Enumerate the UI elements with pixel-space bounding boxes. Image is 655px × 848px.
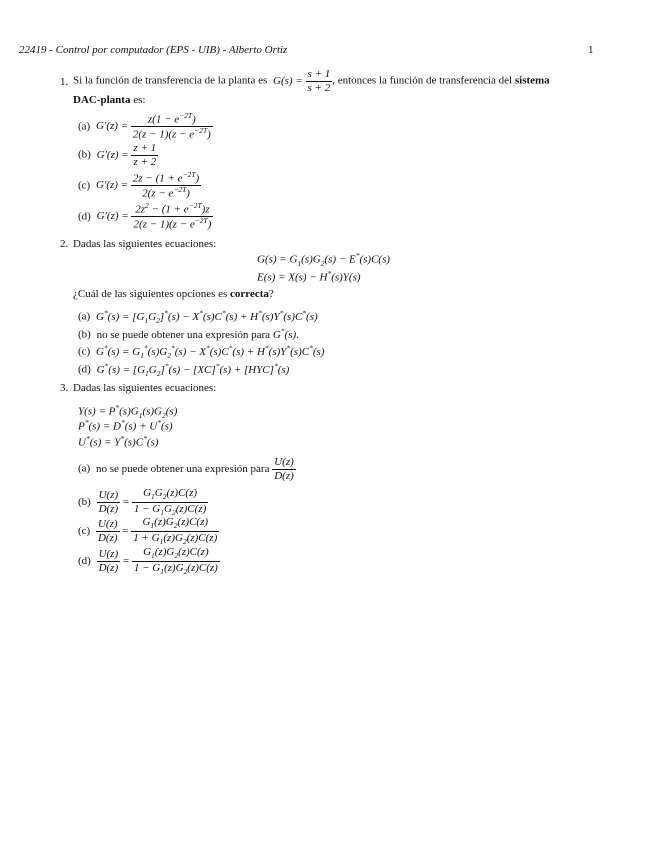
q3-option-b: (b) $\frac{U(z)}{D(z)}$ = $\frac{G_1G_2(z)C(z)}{1 - G_1G_2(z)C(z)}$: [78, 487, 207, 517]
option-lhs-numerator: U(z): [98, 548, 119, 561]
q1-gs-fraction: [306, 68, 333, 94]
option-text: no se puede obtener una expresión para G*(s).: [96, 326, 299, 341]
option-numerator: $G_1G_2(z)C(z)$: [132, 487, 208, 503]
option-numerator: $G_1(z)G_2(z)C(z)$: [131, 516, 219, 532]
option-fraction: [131, 142, 158, 168]
q1-gs-denominator: s + 2: [307, 81, 331, 94]
option-lhs-denominator: D(z): [97, 531, 118, 544]
q2-option-c: [78, 343, 324, 360]
option-label: (c): [78, 524, 91, 537]
option-text: $G^*(s) = [G_1G_2]^*(s) - [XC]^*(s) + [HYC]^*(s)$: [96, 361, 290, 378]
option-numerator: z + 1: [133, 142, 157, 154]
option-label: (a): [78, 462, 91, 475]
q2-question-bold: correcta: [230, 288, 269, 300]
option-lhs-denominator: D(z): [98, 561, 119, 574]
q1-text-before: Si la función de transferencia de la planta es: [73, 74, 268, 87]
option-text: $G^*(s) = G_1^*(s)G_2^*(s) - X^*(s)C^*(s) + H^*(s)Y^*(s)C^*(s)$: [95, 343, 325, 360]
option-lhs: G′(z) =: [96, 148, 129, 161]
option-numerator: U(z): [274, 456, 294, 468]
q1-bold-word-2: DAC-planta: [73, 94, 131, 106]
option-label: (d): [78, 554, 91, 567]
q1-option-c: [78, 171, 201, 201]
option-lhs-fraction: [96, 518, 120, 544]
option-label: (a): [78, 120, 91, 133]
option-denominator: z + 2: [133, 155, 157, 168]
q3-intro: Dadas las siguientes ecuaciones:: [73, 382, 217, 394]
option-fraction: [131, 202, 213, 232]
option-label: (b): [78, 328, 91, 341]
page-number: 1: [588, 44, 594, 56]
option-lhs: G′(z) =: [95, 120, 129, 133]
option-label: (a): [78, 310, 91, 323]
option-label: (b): [78, 495, 91, 508]
option-lhs-fraction: [97, 548, 121, 574]
q2-equation-2: E(s) = X(s) − H*(s)Y(s): [257, 269, 361, 284]
q3-equation-1: $Y(s) = P^*(s)G_1(s)G_2(s)$: [78, 403, 178, 420]
option-denominator: $1 - G_1(z)G_2(z)C(z)$: [133, 561, 218, 576]
option-label: (b): [78, 148, 91, 161]
option-lhs-fraction: [97, 489, 121, 515]
option-lhs-numerator: U(z): [97, 518, 118, 531]
option-fraction: [272, 456, 296, 482]
q2-number: 2.: [60, 238, 69, 250]
option-fraction: [131, 516, 219, 547]
option-lhs-denominator: D(z): [98, 502, 119, 515]
option-fraction: [131, 112, 213, 142]
q1-text-after: , entonces la función de transferencia del: [332, 74, 513, 87]
option-denominator: $2(z - 1)(z - e^{-2T})$: [133, 216, 212, 231]
q3-option-c: (c) $\frac{U(z)}{D(z)}$ = $\frac{G_1(z)G_2(z)C(z)}{1 + G_1(z)G_2(z)C(z)}$: [78, 516, 218, 546]
option-label: (d): [78, 210, 91, 223]
option-numerator: $G_1(z)G_2(z)C(z)$: [132, 546, 220, 562]
option-denominator: $2(z - 1)(z - e^{-2T})$: [132, 126, 211, 141]
option-lhs: G′(z) =: [95, 179, 129, 192]
option-text: $G^*(s) = [G_1G_2]^*(s) - X^*(s)C^*(s) + H^*(s)Y^*(s)C^*(s)$: [95, 308, 318, 325]
option-denominator: $1 - G_1G_2(z)C(z)$: [133, 502, 207, 517]
q2-option-a: [78, 308, 318, 325]
q1-bold-word-1: sistema: [514, 74, 550, 87]
q2-intro: Dadas las siguientes ecuaciones:: [73, 238, 217, 250]
option-numerator: $2z^2 - (1 + e^{-2T})z$: [131, 202, 213, 217]
q2-equation-1: $G(s) = G_1(s)G_2(s) - E^*(s)C(s)$: [257, 251, 391, 268]
option-denominator: D(z): [274, 469, 294, 482]
option-fraction: [132, 487, 208, 518]
q1-statement: [73, 68, 550, 94]
q2-option-d: [78, 361, 289, 378]
option-denominator: $2(z - e^{-2T})$: [142, 185, 190, 200]
q1-number: 1.: [60, 76, 69, 88]
q2-question-after: ?: [268, 288, 274, 300]
option-label: (c): [78, 179, 91, 192]
q3-option-d: (d) $\frac{U(z)}{D(z)}$ = $\frac{G_1(z)G_2(z)C(z)}{1 - G_1(z)G_2(z)C(z)}$: [78, 546, 218, 576]
q2-question: [73, 288, 274, 300]
option-numerator: $2z - (1 + e^{-2T})$: [132, 170, 200, 185]
q1-statement-line2: [73, 94, 145, 106]
q3-equation-3: U*(s) = Y*(s)C*(s): [78, 434, 159, 449]
option-label: (d): [78, 363, 91, 376]
q2-option-b: [78, 326, 299, 341]
option-lhs-numerator: U(z): [98, 489, 119, 502]
option-text: no se puede obtener una expresión para: [95, 462, 270, 475]
q1-gs-lhs: G(s) =: [273, 74, 303, 87]
option-numerator: $z(1 - e^{-2T})$: [131, 112, 213, 127]
q1-option-a: [78, 112, 213, 142]
option-lhs: G′(z) =: [96, 210, 129, 223]
q3-option-a: [78, 456, 296, 482]
q3-number: 3.: [60, 382, 69, 394]
option-denominator: $1 + G_1(z)G_2(z)C(z)$: [133, 531, 218, 546]
q1-option-b: [78, 142, 158, 168]
q1-text-end: es:: [133, 94, 146, 106]
page-header-title: 22419 - Control por computador (EPS - UIB) - Alberto Ortiz: [19, 44, 288, 56]
option-fraction: [132, 546, 220, 577]
q1-gs-numerator: s + 1: [307, 68, 331, 80]
option-label: (c): [78, 345, 91, 358]
q3-equation-2: P*(s) = D*(s) + U*(s): [78, 418, 173, 433]
q1-option-d: [78, 202, 213, 232]
q2-question-before: ¿Cuál de las siguientes opciones es: [73, 288, 228, 300]
option-fraction: [131, 171, 201, 201]
